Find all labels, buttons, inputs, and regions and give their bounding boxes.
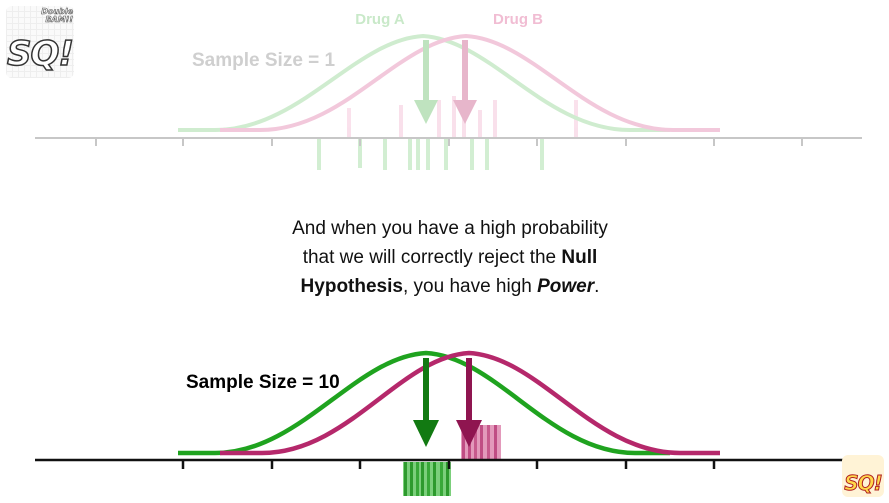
- data-bar: [485, 138, 489, 170]
- caption-line-2-text: that we will correctly reject the: [302, 247, 562, 268]
- legend-drug-b: Drug B: [493, 11, 543, 28]
- logo-small-main-text: SQ!: [844, 471, 882, 495]
- logo-small-bottom: BAM!!: [45, 15, 73, 24]
- legend-drug-a: Drug A: [355, 11, 405, 28]
- caption-line-1: And when you have a high probability: [292, 218, 608, 239]
- data-bar: [399, 105, 403, 138]
- null-word: Null: [561, 247, 598, 268]
- statquest-logo-small: [842, 455, 884, 497]
- caption-line-3: [220, 272, 680, 301]
- data-bar: [347, 108, 351, 138]
- top-panel: [35, 11, 862, 170]
- data-bar: [493, 100, 497, 138]
- power-caption: [220, 214, 680, 301]
- statquest-logo: [6, 6, 74, 78]
- caption-line-3-text: , you have high: [402, 276, 538, 297]
- data-bar: [317, 138, 321, 170]
- data-bar: [478, 110, 482, 138]
- bottom-sample-size-label: Sample Size = 10: [186, 372, 340, 393]
- logo-main-text: SQ!: [7, 34, 73, 74]
- data-bar: [416, 138, 420, 170]
- data-bar: [437, 100, 441, 138]
- bottom-axis: [35, 460, 862, 469]
- drug-a-sample-bars: [403, 462, 451, 496]
- data-bar: [540, 138, 544, 170]
- bottom-panel: [35, 353, 862, 496]
- data-bar: [470, 138, 474, 170]
- hypothesis-word: Hypothesis: [300, 276, 403, 297]
- data-bar: [426, 138, 430, 170]
- top-sample-bars: [317, 96, 578, 170]
- data-bar: [444, 138, 448, 170]
- caption-line-2: [220, 243, 680, 272]
- data-bar: [408, 138, 412, 170]
- power-word: Power: [537, 276, 595, 297]
- logo-small-top: Double: [41, 7, 73, 16]
- top-sample-size-label: Sample Size = 1: [192, 50, 336, 71]
- data-bar: [383, 138, 387, 170]
- caption-line-3-end: .: [594, 276, 600, 297]
- top-axis: [35, 138, 862, 146]
